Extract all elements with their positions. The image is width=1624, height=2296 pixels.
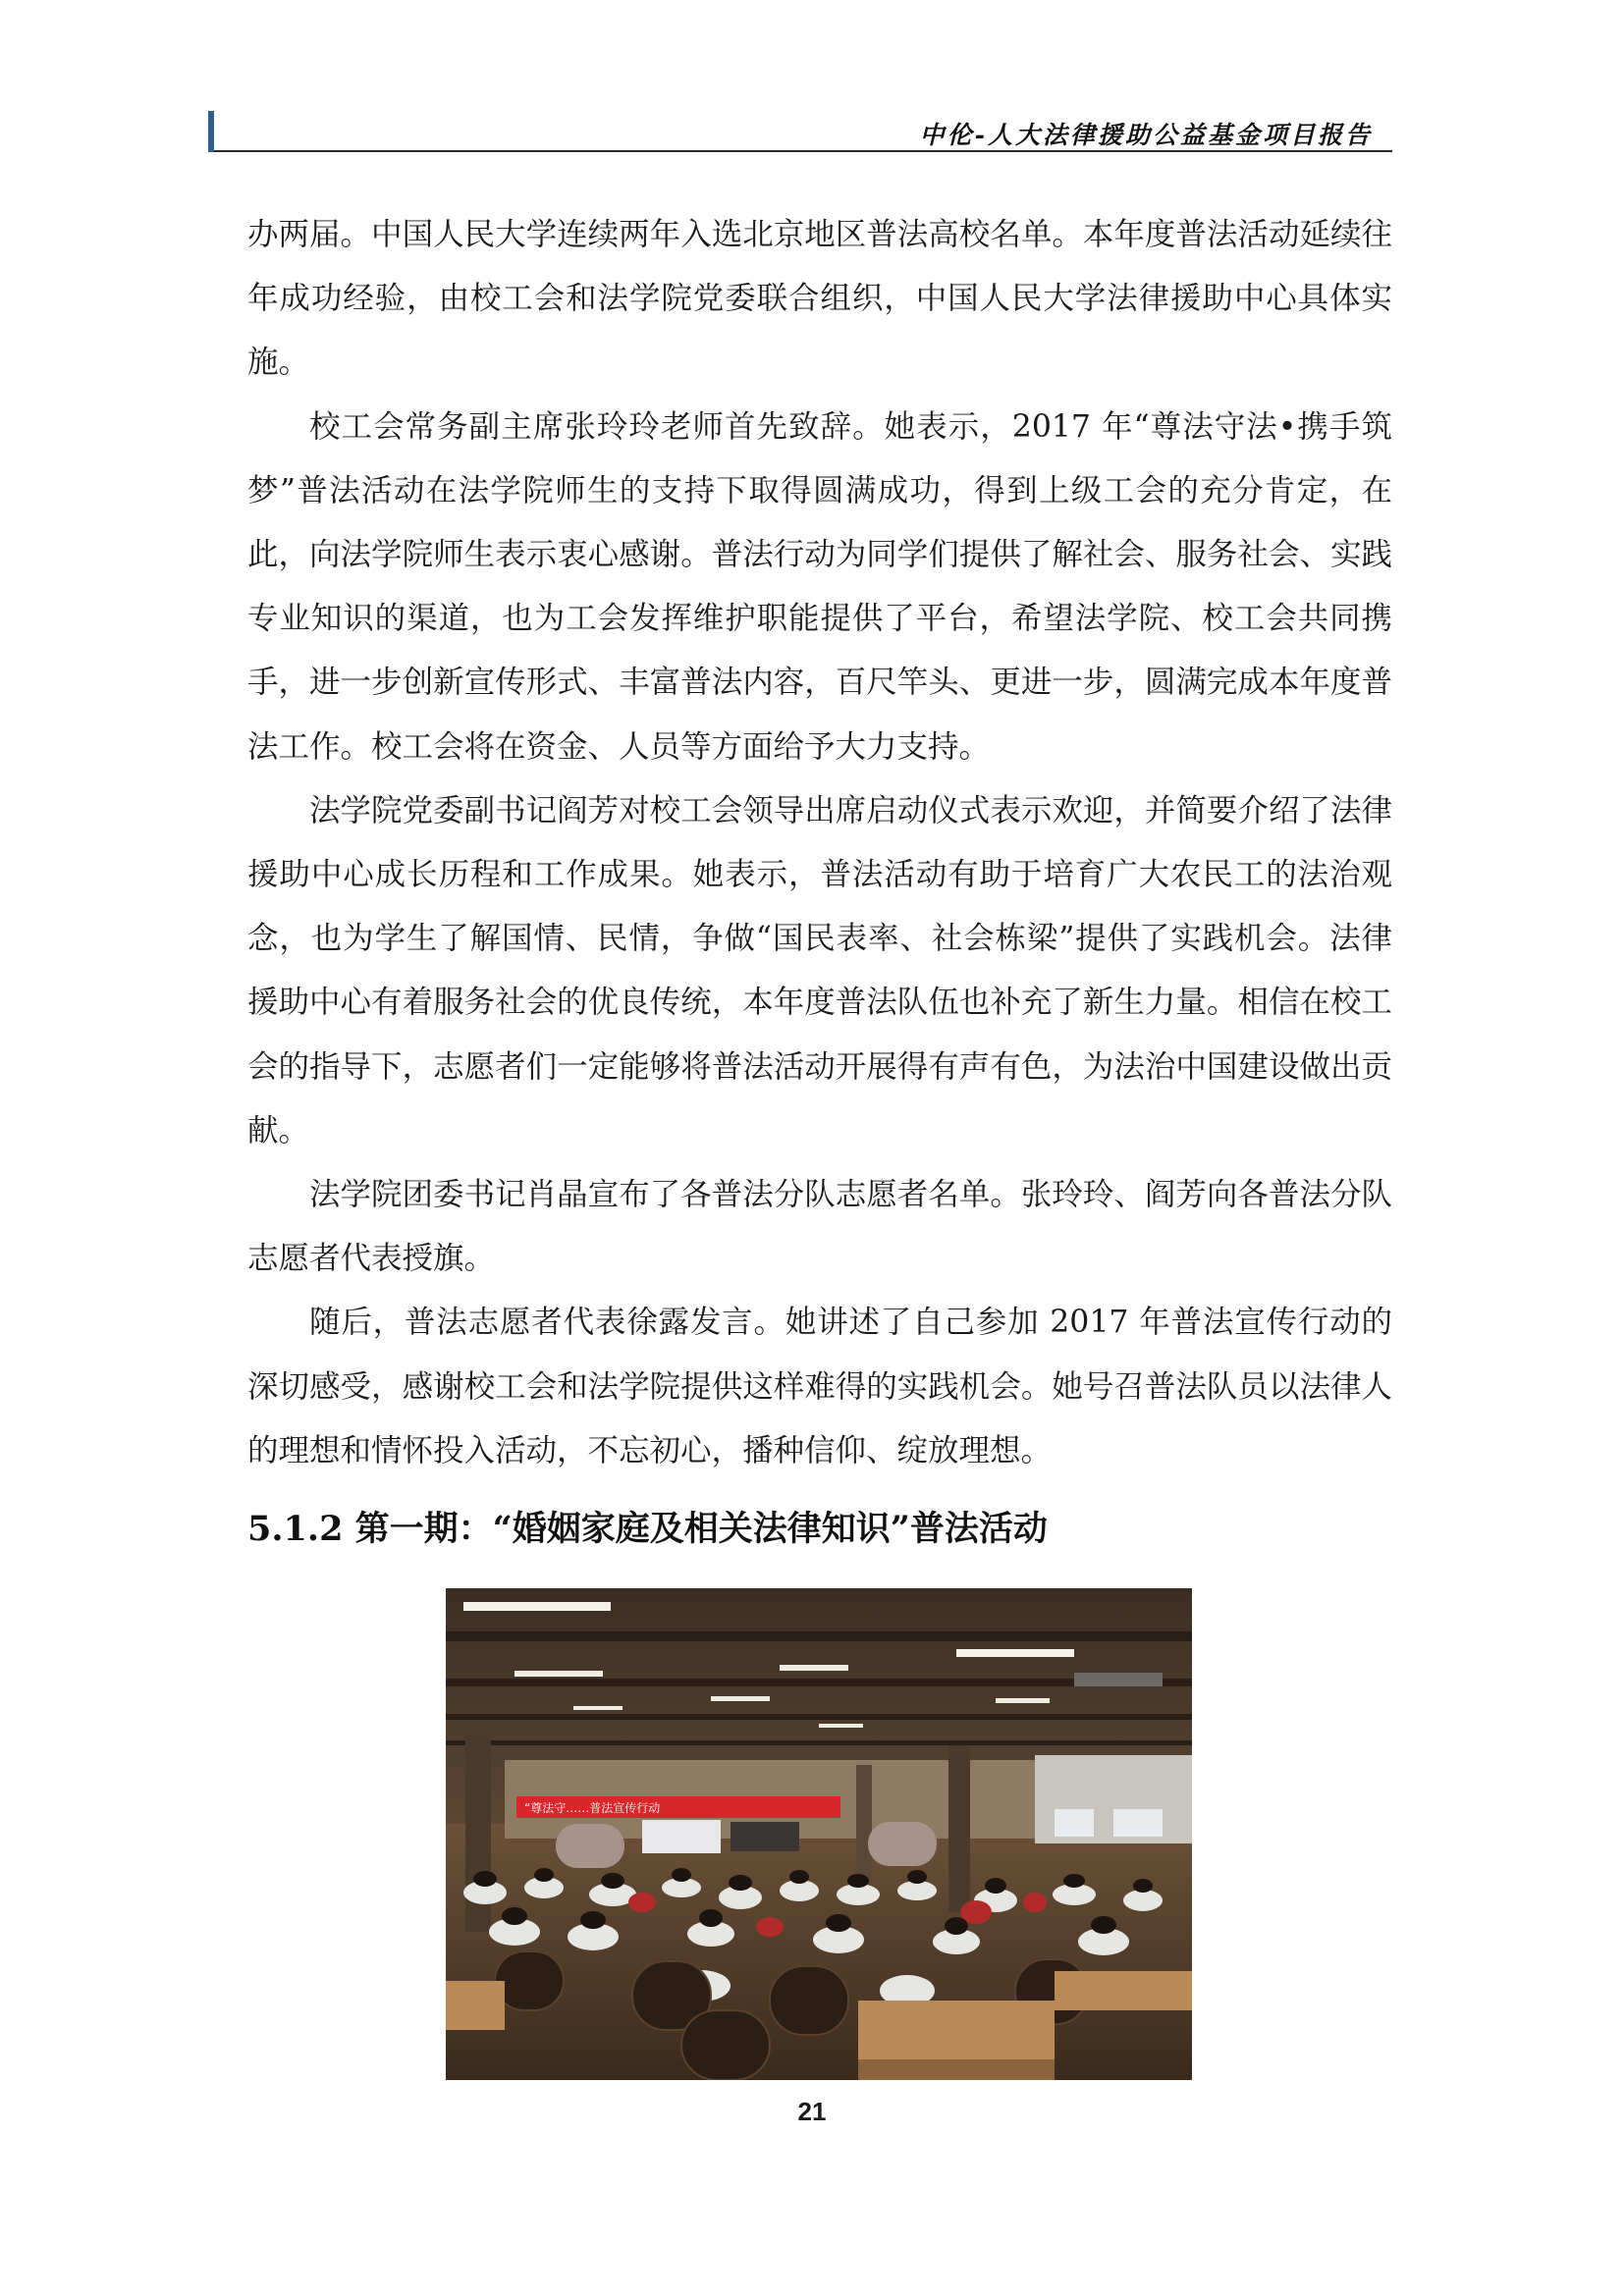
paragraph-union-speech: 校工会常务副主席张玲玲老师首先致辞。她表示，2017 年“尊法守法•携手筑梦”普法活动在法学院师生的支持下取得圆满成功，得到上级工会的充分肯定，在此，向法学院师生表示衷心感谢。普法行动为同学们提供了解社会、服务社会、实践专业知识的渠道，也为工会发挥维护职能提供了平台，希望法学院、校工会共同携手，进一步创新宣传形式、丰富普法内容，百尺竿头、更进一步，圆满完成本年度普法工作。校工会将在资金、人员等方面给予大力支持。: [247, 408, 1392, 765]
section-heading: 5.1.2 第一期：“婚姻家庭及相关法律知识”普法活动: [247, 1509, 1048, 1549]
header-title: 中伦-人大法律援助公益基金项目报告: [919, 121, 1373, 149]
page-number: 21: [797, 2097, 827, 2126]
body-text: [247, 203, 1392, 1483]
paragraph-volunteer-list: 法学院团委书记肖晶宣布了各普法分队志愿者名单。张玲玲、阎芳向各普法分队志愿者代表授旗。: [247, 1177, 1392, 1277]
header-rule: [214, 150, 1392, 152]
page-header: [208, 111, 1392, 152]
event-photo: [446, 1588, 1192, 2080]
banner-text: “尊法守……普法宣传行动: [524, 1801, 661, 1815]
paragraph-volunteer-speech: 随后，普法志愿者代表徐露发言。她讲述了自己参加 2017 年普法宣传行动的深切感受，感谢校工会和法学院提供这样难得的实践机会。她号召普法队员以法律人的理想和情怀投入活动，不忘初心，播种信仰、绽放理想。: [247, 1305, 1392, 1468]
paragraph-continuation: 办两届。中国人民大学连续两年入选北京地区普法高校名单。本年度普法活动延续往年成功经验，由校工会和法学院党委联合组织，中国人民大学法律援助中心具体实施。: [247, 217, 1392, 381]
header-accent-bar: [208, 111, 214, 152]
paragraph-party-secretary: 法学院党委副书记阎芳对校工会领导出席启动仪式表示欢迎，并简要介绍了法律援助中心成长历程和工作成果。她表示，普法活动有助于培育广大农民工的法治观念，也为学生了解国情、民情，争做“国民表率、社会栋梁”提供了实践机会。法律援助中心有着服务社会的优良传统，本年度普法队伍也补充了新生力量。相信在校工会的指导下，志愿者们一定能够将普法活动开展得有声有色，为法治中国建设做出贡献。: [247, 792, 1392, 1148]
